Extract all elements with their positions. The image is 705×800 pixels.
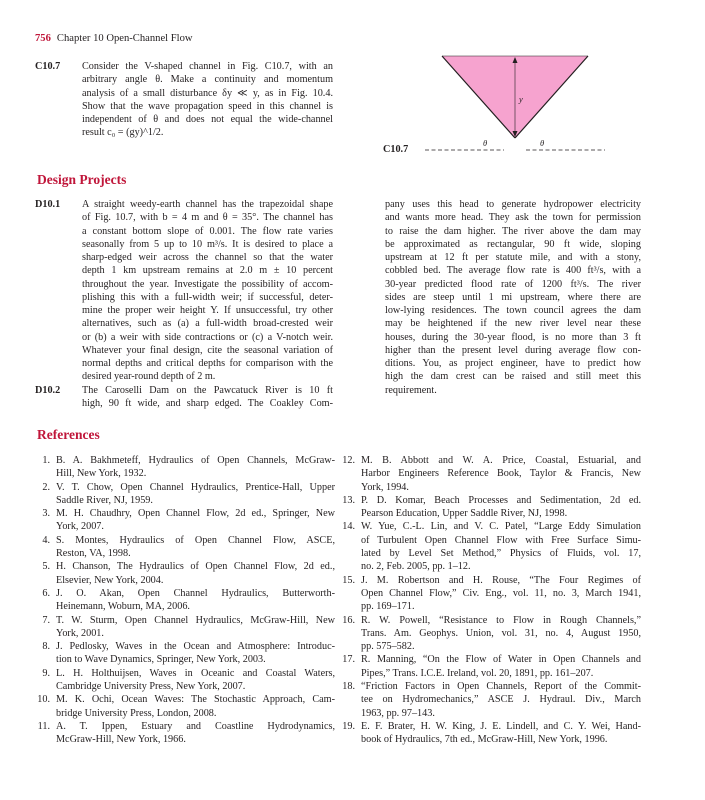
reference-line: Reston, VA, 1998. (56, 548, 131, 560)
text-line: cobbled bed. The average flow rate is 400 ft³/s, with a (385, 265, 641, 277)
text-line: requirement. (385, 384, 437, 396)
page-number: 756 (35, 33, 51, 44)
reference-item (335, 520, 641, 573)
reference-number: 11. (37, 720, 50, 732)
reference-line: book of Hydraulics, 7th ed., McGraw-Hill, New York, 1996. (361, 734, 608, 746)
reference-item (30, 560, 335, 587)
reference-line: H. Chanson, The Hydraulics of Open Channel Flow, 2d ed., (56, 561, 335, 573)
reference-line: V. T. Chow, Open Channel Hydraulics, Prentice-Hall, Upper (56, 481, 335, 493)
text-line: a constant bottom slope of 0.001. The flow rate varies (82, 225, 333, 237)
page-header (35, 33, 193, 44)
reference-line: M. H. Chaudhry, Open Channel Flow, 2d ed., Springer, New (56, 508, 335, 520)
reference-line: R. W. Powell, “Resistance to Flow in Rough Channels,” (361, 614, 641, 626)
reference-number: 17. (342, 654, 355, 666)
reference-line: E. F. Brater, H. W. King, J. E. Lindell, and C. Y. Wei, Hand- (361, 720, 641, 732)
problem-text (82, 60, 333, 140)
reference-line: Cambridge University Press, New York, 2007. (56, 681, 246, 693)
reference-number: 18. (342, 681, 355, 693)
reference-item (335, 653, 641, 680)
text-line: throughout the year. Investigate the possibility of accom- (82, 278, 333, 290)
text-line: Consider the V-shaped channel in Fig. C10.7, with an (82, 61, 333, 72)
text-line: Whatever your final design, cite the seasonal variation of (82, 344, 333, 356)
reference-line: “Friction Factors in Open Channels, Report of the Commit- (361, 681, 641, 693)
problem-label: D10.2 (35, 385, 61, 396)
reference-number: 4. (42, 534, 50, 546)
text-line: A straight weedy-earth channel has the trapezoidal shape (82, 199, 333, 210)
text-line: result c₀ = (gy)^1/2. (82, 127, 164, 139)
reference-number: 8. (42, 641, 50, 653)
reference-number: 1. (42, 455, 50, 466)
text-line: or (b) a weir with side contractions or (c) a V-notch weir. (82, 331, 333, 343)
reference-number: 3. (42, 508, 50, 520)
reference-line: lated by Level Set Method,” Physics of Fluids, vol. 17, (361, 548, 641, 560)
reference-line: P. D. Komar, Beach Processes and Sedimentation, 2d ed. (361, 494, 641, 506)
problem-text (82, 384, 333, 411)
reference-number: 13. (342, 494, 355, 506)
reference-line: Heinemann, Woburn, MA, 2006. (56, 601, 190, 613)
angle-label-left: θ (483, 138, 488, 148)
reference-line: Pipes,” Trans. I.C.E. Ireland, vol. 20, 1891, pp. 161–207. (361, 667, 594, 679)
text-line: sides are steep until 1 mi upstream, where there are (385, 291, 641, 303)
depth-label: y (519, 94, 523, 104)
reference-number: 12. (342, 455, 355, 466)
reference-line: Pearson Education, Upper Saddle River, NJ, 1998. (361, 508, 568, 520)
reference-number: 9. (42, 667, 50, 679)
text-line: may be heightened if the new river level near these (385, 318, 641, 330)
text-line: The Caroselli Dam on the Pawcatuck River is 10 ft (82, 385, 333, 396)
reference-line: J. O. Akan, Open Channel Hydraulics, Butterworth- (56, 587, 335, 599)
text-line: higher than the present level during average flow con- (385, 344, 641, 356)
reference-item (335, 614, 641, 654)
chapter-title: Chapter 10 Open-Channel Flow (56, 33, 193, 44)
problem-label: C10.7 (35, 61, 61, 72)
reference-item (30, 720, 335, 747)
reference-item (335, 574, 641, 614)
reference-item (30, 693, 335, 720)
reference-line: McGraw-Hill, New York, 1966. (56, 734, 186, 746)
text-line: low-lying residences. The town council agrees the dam (385, 305, 641, 316)
text-line: desired year-round depth of 2 m. (82, 371, 216, 383)
reference-line: R. Manning, “On the Flow of Water in Open Channels and (361, 654, 641, 666)
reference-item (30, 667, 335, 694)
reference-line: no. 2, Feb. 2005, pp. 1–12. (361, 561, 471, 573)
reference-line: York, 2007. (56, 521, 104, 533)
reference-line: Elsevier, New York, 2004. (56, 574, 164, 586)
reference-item (30, 454, 335, 481)
references-list-left (30, 454, 335, 747)
reference-line: Open Channel Flow,” Civ. Eng., vol. 11, no. 3, March 1941, (361, 587, 641, 599)
reference-item (30, 507, 335, 534)
reference-number: 2. (42, 481, 50, 493)
reference-line: 1963, pp. 97–143. (361, 707, 435, 719)
reference-item (335, 720, 641, 747)
text-line: seasonally from 5 up to 10 m³/s. It is desired to place a (82, 238, 333, 250)
text-line: be approximated as rectangular, 90 ft wide, sloping (385, 238, 641, 250)
text-line: 30-year predicted flood rate of 1200 ft³/s. The river (385, 278, 641, 290)
text-line: houses, during the 30-year flood, is no more than 3 ft (385, 331, 641, 343)
reference-number: 15. (342, 574, 355, 586)
references-list-right (335, 454, 641, 747)
text-line: sharp-edged weir across the channel so that the water (82, 252, 333, 263)
reference-line: B. A. Bakhmeteff, Hydraulics of Open Channels, McGraw- (56, 455, 335, 466)
text-line: plishing this with a full-width weir; if successful, deter- (82, 291, 333, 303)
design-projects-heading: Design Projects (37, 172, 127, 187)
text-line: upstream at 12 ft per statute mile, and with a stony, (385, 252, 641, 263)
reference-line: tion to Wave Dynamics, Springer, New York, 2003. (56, 654, 266, 666)
reference-item (30, 481, 335, 508)
reference-number: 7. (42, 614, 50, 626)
reference-line: M. B. Abbott and W. A. Price, Coastal, Estuarial, and (361, 455, 641, 466)
reference-item (30, 614, 335, 641)
reference-item (335, 680, 641, 720)
text-line: to raise the dam higher. The river above the dam may (385, 225, 641, 237)
problem-label: D10.1 (35, 199, 61, 210)
text-line: of Fig. 10.7, with b = 4 m and θ = 35°. The channel has (82, 212, 333, 224)
reference-line: of Turbulent Open Channel Flow with Free Surface Simu- (361, 534, 641, 546)
reference-line: York, 1994. (361, 481, 409, 493)
reference-item (30, 640, 335, 667)
reference-line: J. Pedlosky, Waves in the Ocean and Atmosphere: Introduc- (56, 641, 335, 653)
reference-line: W. Yue, C.-L. Lin, and V. C. Patel, “Large Eddy Simulation (361, 521, 641, 533)
reference-number: 14. (342, 521, 355, 533)
text-line: mine the proper weir height Y. If unsuccessful, try other (82, 305, 333, 316)
text-line: analysis of a small disturbance δy ≪ y, as in Fig. 10.4. (82, 87, 333, 99)
reference-line: T. W. Sturm, Open Channel Hydraulics, McGraw-Hill, New (56, 614, 335, 626)
problem-text (385, 198, 641, 397)
problem-text (82, 198, 333, 384)
text-line: normal depths and critical depths for comparison with the (82, 358, 333, 369)
reference-line: Hill, New York, 1932. (56, 468, 147, 480)
text-line: depth 1 km upstream remains at 2.0 m ± 10 percent (82, 265, 333, 277)
reference-line: Harbor Engineers Reference Book, Taylor & Francis, New (361, 468, 641, 480)
text-line: high the dam crest can be raised and still meet this (385, 371, 641, 383)
reference-line: A. T. Ippen, Estuary and Coastline Hydrodynamics, (56, 720, 335, 732)
reference-item (30, 587, 335, 614)
angle-label-right: θ (540, 138, 545, 148)
text-line: high, 90 ft wide, and sharp edged. The Coakley Com- (82, 398, 333, 410)
text-line: Show that the wave propagation speed in this channel is (82, 100, 333, 112)
reference-number: 6. (42, 587, 50, 599)
reference-number: 16. (342, 614, 355, 626)
reference-line: M. K. Ochi, Ocean Waves: The Stochastic Approach, Cam- (56, 694, 335, 706)
reference-line: J. M. Robertson and H. Rouse, “The Four Regimes of (361, 574, 641, 586)
text-line: and wants more head. They ask the town for permission (385, 212, 641, 224)
text-line: alternatives, such as (a) a full-width broad-crested weir (82, 318, 333, 330)
reference-line: S. Montes, Hydraulics of Open Channel Flow, ASCE, (56, 534, 335, 546)
text-line: independent of θ and does not equal the wide-channel (82, 114, 333, 125)
reference-item (335, 494, 641, 521)
reference-line: tee on Hydromechanics,” ASCE J. Hydraul. Div., March (361, 694, 641, 706)
reference-line: Saddle River, NJ, 1959. (56, 494, 153, 506)
reference-line: L. H. Holthuijsen, Waves in Oceanic and Coastal Waters, (56, 667, 335, 679)
figure-caption: C10.7 (383, 144, 409, 155)
reference-item (30, 534, 335, 561)
reference-number: 10. (37, 694, 50, 706)
reference-line: bridge University Press, London, 2008. (56, 707, 217, 719)
reference-number: 19. (342, 720, 355, 732)
reference-line: Trans. Am. Geophys. Union, vol. 31, no. 4, August 1950, (361, 627, 641, 639)
reference-line: pp. 169–171. (361, 601, 415, 613)
references-heading: References (37, 427, 100, 442)
figure-c10-7 (420, 52, 610, 172)
text-line: ditions. You, as project engineer, have to predict how (385, 358, 641, 369)
reference-item (335, 454, 641, 494)
reference-number: 5. (42, 561, 50, 573)
reference-line: pp. 575–582. (361, 641, 415, 653)
text-line: arbitrary angle θ. Make a continuity and momentum (82, 74, 333, 86)
text-line: pany uses this head to generate hydropower electricity (385, 199, 641, 210)
reference-line: York, 2001. (56, 627, 104, 639)
